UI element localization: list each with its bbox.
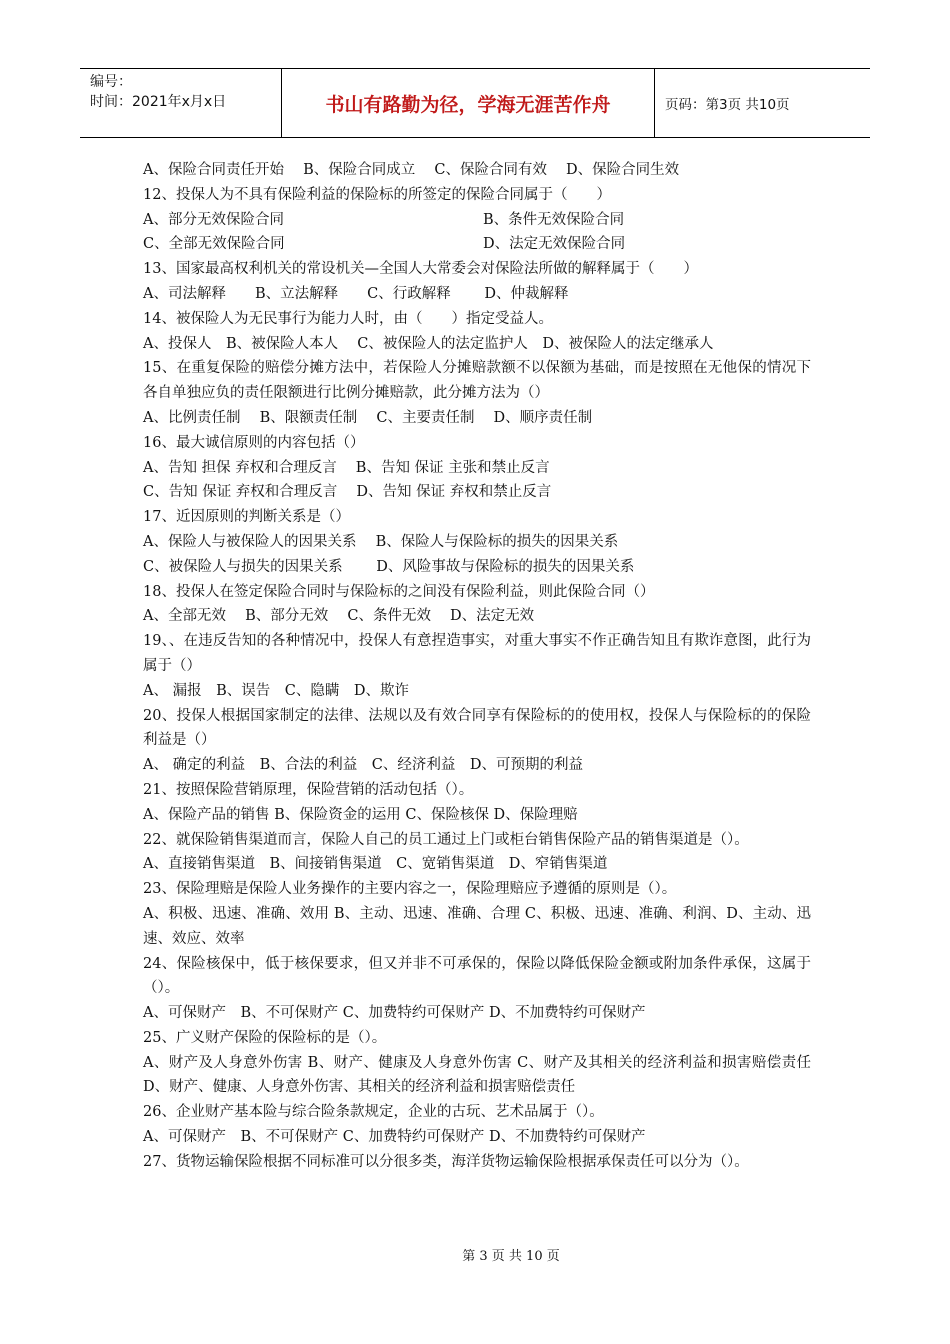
text-line: 18、投保人在签定保险合同时与保险标的之间没有保险利益，则此保险合同（） xyxy=(143,583,655,600)
text-line: A、 确定的利益 B、合法的利益 C、经济利益 D、可预期的利益 xyxy=(143,757,583,774)
text-line: C、告知 保证 弃权和合理反言 D、告知 保证 弃权和禁止反言 xyxy=(143,484,552,501)
text-line: A、可保财产 B、不可保财产 C、加费特约可保财产 D、不加费特约可保财产 xyxy=(143,1005,646,1022)
text-line: A、 漏报 B、误告 C、隐瞒 D、欺诈 xyxy=(143,682,409,699)
text-line: A、投保人 B、被保险人本人 C、被保险人的法定监护人 D、被保险人的法定继承人 xyxy=(143,335,714,352)
text-line: 27、货物运输保险根据不同标准可以分很多类，海洋货物运输保险根据承保责任可以分为（）。 xyxy=(143,1153,749,1170)
text-line: A、全部无效 B、部分无效 C、条件无效 D、法定无效 xyxy=(143,608,535,625)
header-page-info: 页码：第3页 共10页 xyxy=(665,97,790,113)
option-column: C、全部无效保险合同 xyxy=(143,236,285,253)
text-line: 24、保险核保中，低于核保要求，但又并非不可承保的，保险以降低保险金额或附加条件承保，这属于（）。 xyxy=(143,955,811,997)
text-line: 19、、在违反告知的各种情况中，投保人有意捏造事实，对重大事实不作正确告知且有欺诈意图，此行为属于（） xyxy=(143,633,811,674)
text-line: A、司法解释 B、立法解释 C、行政解释 D、仲裁解释 xyxy=(143,285,569,302)
document-body xyxy=(143,158,811,1175)
number-label: 编号： xyxy=(90,74,132,90)
text-line: 26、企业财产基本险与综合险条款规定，企业的古玩、艺术品属于（）。 xyxy=(143,1104,604,1121)
text-line: 23、保险理赔是保险人业务操作的主要内容之一，保险理赔应予遵循的原则是（）。 xyxy=(143,881,677,898)
text-line: 16、最大诚信原则的内容包括（） xyxy=(143,434,365,451)
text-line: 20、投保人根据国家制定的法律、法规以及有效合同享有保险标的的使用权，投保人与保险标的的保险利益是（） xyxy=(143,707,811,749)
text-line: 13、国家最高权利机关的常设机关—全国人大常委会对保险法所做的解释属于（ ） xyxy=(143,261,698,278)
option-column: D、法定无效保险合同 xyxy=(483,236,626,253)
text-line: A、直接销售渠道 B、间接销售渠道 C、宽销售渠道 D、窄销售渠道 xyxy=(143,856,608,873)
text-line: 12、投保人为不具有保险利益的保险标的所签定的保险合同属于（ ） xyxy=(143,186,611,203)
option-column: A、部分无效保险合同 xyxy=(143,211,284,228)
text-line xyxy=(143,208,811,233)
text-line: 15、在重复保险的赔偿分摊方法中，若保险人分摊赔款额不以保额为基础，而是按照在无他保的情况下各自单独应负的责任限额进行比例分摊赔款，此分摊方法为（） xyxy=(143,360,811,402)
page-footer: 第 3 页 共 10 页 xyxy=(462,1249,560,1264)
text-line: A、可保财产 B、不可保财产 C、加费特约可保财产 D、不加费特约可保财产 xyxy=(143,1129,646,1146)
text-line: 22、就保险销售渠道而言，保险人自己的员工通过上门或柜台销售保险产品的销售渠道是（）。 xyxy=(143,831,749,848)
text-line: 14、被保险人为无民事行为能力人时，由（ ）指定受益人。 xyxy=(143,310,553,327)
text-line: 17、近因原则的判断关系是（） xyxy=(143,509,350,526)
header-motto: 书山有路勤为径，学海无涯苦作舟 xyxy=(282,69,655,137)
text-line: A、比例责任制 B、限额责任制 C、主要责任制 D、顺序责任制 xyxy=(143,409,593,426)
text-line: A、告知 担保 弃权和合理反言 B、告知 保证 主张和禁止反言 xyxy=(143,459,550,476)
text-line: A、积极、迅速、准确、效用 B、主动、迅速、准确、合理 C、积极、迅速、准确、利润、D、主动、迅速、效应、效率 xyxy=(143,905,811,947)
date-label: 时间：2021年x月x日 xyxy=(90,94,227,110)
header-meta xyxy=(80,69,282,137)
text-line: A、保险产品的销售 B、保险资金的运用 C、保险核保 D、保险理赔 xyxy=(143,806,578,823)
page-header xyxy=(80,68,870,138)
text-line: 21、按照保险营销原理，保险营销的活动包括（）。 xyxy=(143,781,474,798)
text-line: A、保险合同责任开始 B、保险合同成立 C、保险合同有效 D、保险合同生效 xyxy=(143,162,680,178)
text-line: A、保险人与被保险人的因果关系 B、保险人与保险标的损失的因果关系 xyxy=(143,533,619,550)
text-line: A、财产及人身意外伤害 B、财产、健康及人身意外伤害 C、财产及其相关的经济利益和损害赔偿责任 D、财产、健康、人身意外伤害、其相关的经济利益和损害赔偿责任 xyxy=(143,1054,811,1096)
text-line xyxy=(143,232,811,257)
text-line: C、被保险人与损失的因果关系 D、风险事故与保险标的损失的因果关系 xyxy=(143,558,635,575)
option-column: B、条件无效保险合同 xyxy=(483,211,625,228)
text-line: 25、广义财产保险的保险标的是（）。 xyxy=(143,1029,387,1046)
